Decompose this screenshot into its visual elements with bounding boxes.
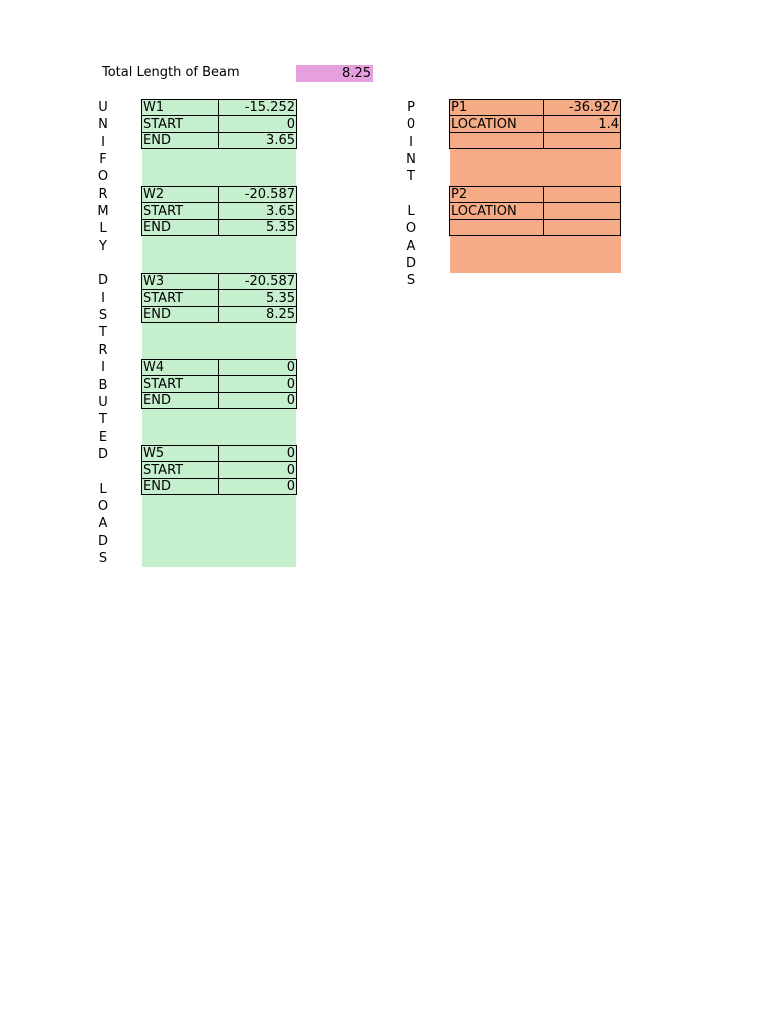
table-row: [142, 132, 297, 148]
load-value-cell[interactable]: -36.927: [544, 100, 621, 116]
udl-block-w2: [141, 186, 297, 236]
load-name-cell[interactable]: W3: [142, 274, 219, 290]
start-value-cell[interactable]: 0: [219, 376, 297, 392]
udl-letter: O: [97, 498, 109, 514]
start-label-cell[interactable]: START: [142, 462, 219, 478]
udl-letter: L: [99, 481, 107, 497]
table-row: [142, 274, 297, 290]
table-row: [142, 478, 297, 494]
table-row: [450, 219, 621, 235]
beam-length-value[interactable]: 8.25: [296, 65, 373, 82]
point-letter: I: [409, 134, 413, 150]
load-value-cell[interactable]: [544, 187, 621, 203]
point-loads-side-label: [403, 99, 419, 290]
point-letter: [403, 186, 419, 203]
empty-cell[interactable]: [450, 132, 544, 148]
udl-letter: Y: [99, 238, 107, 254]
point-load-block-p2: [449, 186, 621, 236]
load-name-cell[interactable]: W4: [142, 360, 219, 376]
udl-letter: I: [101, 290, 105, 306]
end-label-cell[interactable]: END: [142, 478, 219, 494]
table-row: [142, 187, 297, 203]
table-row: [142, 392, 297, 408]
udl-letter: I: [101, 134, 105, 150]
end-value-cell[interactable]: 5.35: [219, 219, 297, 235]
load-name-cell[interactable]: W5: [142, 446, 219, 462]
udl-letter: F: [99, 152, 107, 168]
location-value-cell[interactable]: 1.4: [544, 116, 621, 132]
point-load-block-p1: [449, 99, 621, 149]
udl-letter: R: [98, 342, 108, 358]
point-letter: S: [406, 273, 416, 289]
beam-length-label: Total Length of Beam: [102, 65, 240, 80]
start-value-cell[interactable]: 5.35: [219, 290, 297, 306]
udl-letter: D: [97, 273, 108, 289]
point-letter: 0: [406, 117, 416, 133]
table-row: [142, 446, 297, 462]
end-label-cell[interactable]: END: [142, 306, 219, 322]
point-letter: L: [407, 204, 415, 220]
end-value-cell[interactable]: 3.65: [219, 132, 297, 148]
table-row: [450, 203, 621, 219]
udl-letter: R: [98, 186, 108, 202]
udl-block-w3: [141, 273, 297, 323]
load-value-cell[interactable]: 0: [219, 446, 297, 462]
point-letter: P: [407, 100, 415, 115]
udl-letter: I: [101, 360, 105, 376]
load-value-cell[interactable]: -20.587: [219, 187, 297, 203]
table-row: [142, 219, 297, 235]
empty-cell[interactable]: [544, 219, 621, 235]
start-label-cell[interactable]: START: [142, 116, 219, 132]
udl-background: [142, 100, 296, 567]
table-row: [142, 100, 297, 116]
empty-cell[interactable]: [544, 132, 621, 148]
udl-letter: L: [99, 221, 107, 237]
load-value-cell[interactable]: 0: [219, 360, 297, 376]
start-label-cell[interactable]: START: [142, 203, 219, 219]
udl-letter: D: [97, 533, 108, 549]
udl-letter: D: [97, 446, 108, 462]
udl-block-w5: [141, 445, 297, 495]
location-label-cell[interactable]: LOCATION: [450, 203, 544, 219]
udl-letter: T: [99, 412, 107, 428]
load-value-cell[interactable]: -15.252: [219, 100, 297, 116]
table-row: [142, 306, 297, 322]
table-row: [142, 360, 297, 376]
location-label-cell[interactable]: LOCATION: [450, 116, 544, 132]
udl-letter: N: [98, 117, 108, 133]
end-value-cell[interactable]: 0: [219, 392, 297, 408]
point-letter: N: [406, 152, 416, 168]
start-label-cell[interactable]: START: [142, 290, 219, 306]
table-row: [142, 290, 297, 306]
end-label-cell[interactable]: END: [142, 132, 219, 148]
location-value-cell[interactable]: [544, 203, 621, 219]
load-name-cell[interactable]: W1: [142, 100, 219, 116]
udl-letter: U: [98, 100, 108, 115]
point-letter: T: [407, 169, 415, 185]
udl-block-w1: [141, 99, 297, 149]
udl-letter: M: [97, 204, 109, 220]
udl-letter: A: [98, 516, 108, 532]
table-row: [142, 203, 297, 219]
start-value-cell[interactable]: 3.65: [219, 203, 297, 219]
load-name-cell[interactable]: P2: [450, 187, 544, 203]
start-value-cell[interactable]: 0: [219, 462, 297, 478]
udl-letter: T: [99, 325, 107, 341]
load-value-cell[interactable]: -20.587: [219, 274, 297, 290]
udl-letter: U: [98, 394, 108, 410]
udl-letter: B: [98, 377, 108, 393]
udl-block-w4: [141, 359, 297, 409]
table-row: [450, 100, 621, 116]
point-letter: D: [405, 256, 416, 272]
table-row: [450, 132, 621, 148]
udl-letter: S: [98, 550, 108, 566]
table-row: [450, 187, 621, 203]
end-value-cell[interactable]: 8.25: [219, 306, 297, 322]
end-value-cell[interactable]: 0: [219, 478, 297, 494]
table-row: [142, 116, 297, 132]
load-name-cell[interactable]: W2: [142, 187, 219, 203]
table-row: [142, 376, 297, 392]
start-value-cell[interactable]: 0: [219, 116, 297, 132]
udl-letter: S: [98, 308, 108, 324]
udl-letter: O: [97, 169, 109, 185]
udl-letter: [95, 255, 111, 272]
point-letter: O: [405, 221, 417, 237]
load-name-cell[interactable]: P1: [450, 100, 544, 116]
end-label-cell[interactable]: END: [142, 219, 219, 235]
start-label-cell[interactable]: START: [142, 376, 219, 392]
end-label-cell[interactable]: END: [142, 392, 219, 408]
udl-letter: [95, 463, 111, 480]
udl-letter: E: [98, 429, 108, 445]
udl-side-label: [95, 99, 111, 567]
table-row: [450, 116, 621, 132]
table-row: [142, 462, 297, 478]
point-letter: A: [406, 238, 416, 254]
empty-cell[interactable]: [450, 219, 544, 235]
